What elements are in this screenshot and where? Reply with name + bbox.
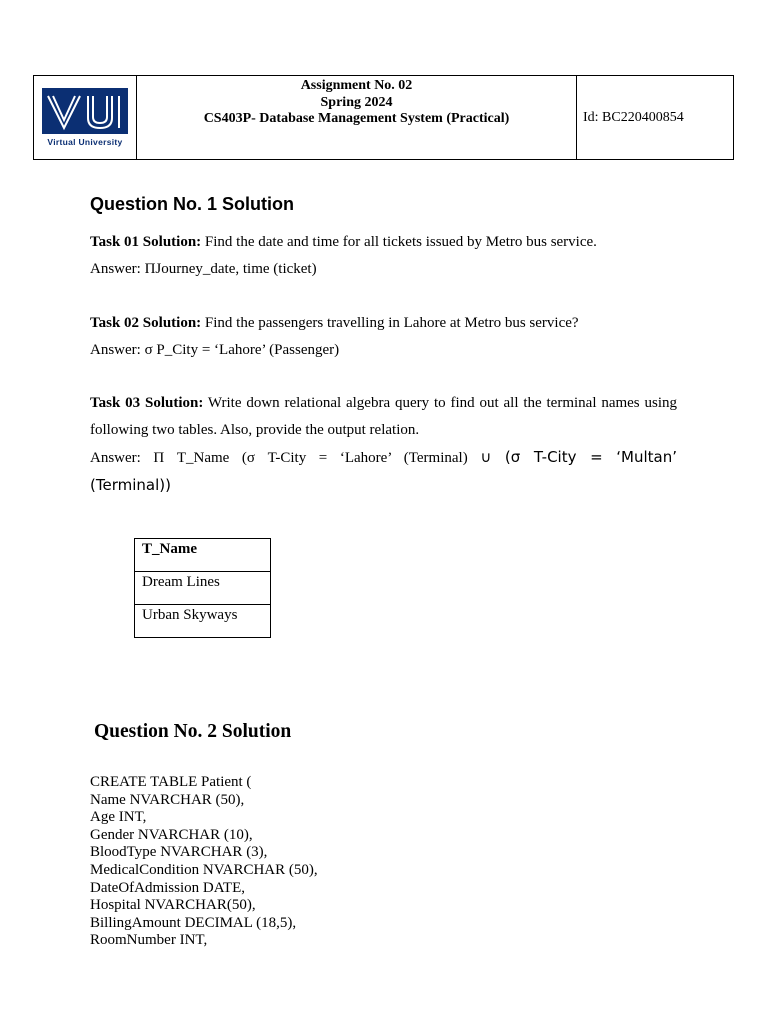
table-cell: Urban Skyways: [135, 605, 271, 638]
task-2-answer: Answer: σ P_City = ‘Lahore’ (Passenger): [90, 342, 340, 358]
task-3-answer-line-1: [90, 444, 677, 472]
t-name-header: T_Name: [142, 541, 197, 557]
assignment-number: Assignment No. 02: [300, 78, 413, 93]
task-3-answer-line-2: (Terminal)): [90, 476, 171, 494]
task-3-text-2: following two tables. Also, provide the output relation.: [90, 422, 420, 438]
code-line: CREATE TABLE Patient (: [90, 774, 252, 790]
table-row: [135, 572, 271, 605]
table-row: [135, 605, 271, 638]
code-line: BillingAmount DECIMAL (18,5),: [90, 914, 297, 931]
student-id-cell: [577, 76, 733, 159]
task-3-label: Task 03 Solution:: [90, 395, 204, 411]
question-1-heading: Question No. 1 Solution: [90, 194, 294, 214]
logo-caption: Virtual University: [47, 137, 123, 147]
task-3-answer-part-1: Answer: Π T_Name (σ T-City = ‘Lahore’ (Terminal): [90, 450, 481, 466]
code-line: BloodType NVARCHAR (3),: [90, 844, 268, 861]
task-3-line-1: [90, 390, 677, 417]
code-line: MedicalCondition NVARCHAR (50),: [90, 861, 318, 878]
code-line: RoomNumber INT,: [90, 932, 208, 949]
table-header-row: [135, 539, 271, 572]
assignment-title-cell: [137, 76, 577, 159]
student-id: Id: BC220400854: [583, 109, 684, 125]
table-header-cell: [135, 539, 271, 572]
semester: Spring 2024: [320, 94, 393, 110]
assignment-header: [33, 75, 734, 160]
task-1-text: Find the date and time for all tickets issued by Metro bus service.: [201, 234, 597, 250]
vu-logo-icon: [44, 90, 126, 132]
table-cell: Dream Lines: [135, 572, 271, 605]
logo-cell: [34, 76, 137, 159]
code-line: Age INT,: [90, 809, 147, 826]
course-title: CS403P- Database Management System (Practical): [203, 111, 510, 126]
task-3-statement: [90, 390, 677, 499]
task-2-statement: [90, 315, 579, 332]
task-3-answer-part-2: ∪ (σ T-City = ‘Multan’: [480, 448, 677, 466]
output-relation-table: [134, 538, 271, 638]
task-2-label: Task 02 Solution:: [90, 315, 202, 331]
task-3-text-1: Write down relational algebra query to find out all the terminal names using: [203, 395, 677, 411]
code-line: Gender NVARCHAR (10),: [90, 826, 253, 843]
task-1-answer: Answer: ΠJourney_date, time (ticket): [90, 261, 317, 277]
task-1-label: Task 01 Solution:: [90, 234, 202, 250]
code-line: DateOfAdmission DATE,: [90, 879, 245, 896]
university-logo: [42, 88, 128, 134]
code-line: Name NVARCHAR (50),: [90, 791, 245, 808]
sql-code-block: [90, 774, 318, 950]
task-1-statement: [90, 234, 597, 251]
task-2-text: Find the passengers travelling in Lahore at Metro bus service?: [201, 315, 579, 331]
code-line: Hospital NVARCHAR(50),: [90, 897, 256, 914]
question-2-heading: Question No. 2 Solution: [94, 721, 292, 742]
